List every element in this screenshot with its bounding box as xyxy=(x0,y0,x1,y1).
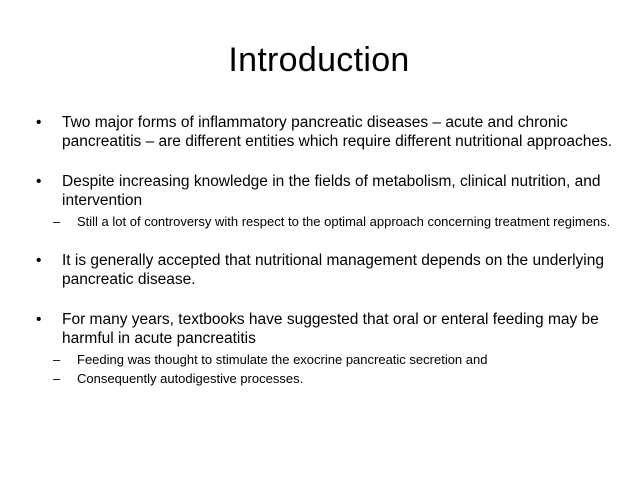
sub-bullet-marker: – xyxy=(53,214,61,229)
bullet-list xyxy=(36,113,616,387)
sub-bullet-item xyxy=(36,214,616,230)
bullet-marker: • xyxy=(36,311,42,328)
sub-bullet-text: Consequently autodigestive processes. xyxy=(77,371,304,386)
bullet-item xyxy=(36,172,616,210)
bullet-item xyxy=(36,251,616,289)
bullet-item xyxy=(36,113,616,151)
bullet-marker: • xyxy=(36,114,42,131)
bullet-text: For many years, textbooks have suggested that oral or enteral feeding may be harmful in acute pancreatitis xyxy=(62,311,599,347)
sub-bullet-item xyxy=(36,371,616,387)
bullet-text: It is generally accepted that nutritional management depends on the underlying pancreatic disease. xyxy=(62,252,604,288)
bullet-text: Two major forms of inflammatory pancreatic diseases – acute and chronic pancreatitis – are different entities which require different nutritional approaches. xyxy=(62,114,613,150)
sub-bullet-text: Still a lot of controversy with respect to the optimal approach concerning treatment regimens. xyxy=(77,214,611,229)
sub-bullet-marker: – xyxy=(53,352,61,367)
sub-bullet-marker: – xyxy=(53,371,61,386)
sub-bullet-item xyxy=(36,352,616,368)
bullet-marker: • xyxy=(36,252,42,269)
bullet-item xyxy=(36,310,616,348)
slide-title: Introduction xyxy=(228,41,410,79)
bullet-marker: • xyxy=(36,173,42,190)
bullet-text: Despite increasing knowledge in the fields of metabolism, clinical nutrition, and intervention xyxy=(62,173,601,209)
sub-bullet-text: Feeding was thought to stimulate the exocrine pancreatic secretion and xyxy=(77,352,488,367)
